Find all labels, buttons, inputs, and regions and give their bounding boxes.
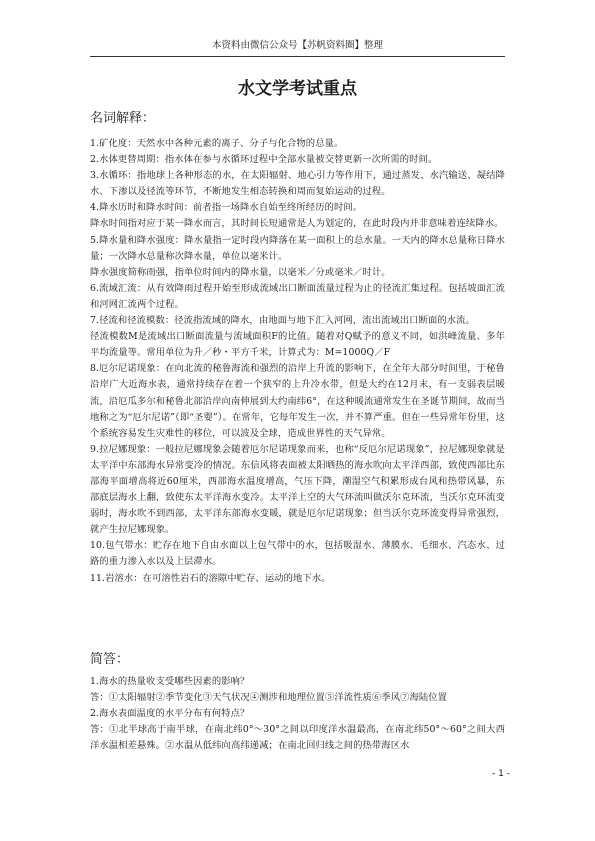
qa-question: 1.海水的热量收支受哪些因素的影响？: [90, 676, 250, 687]
header-divider: [90, 56, 505, 57]
term-item: 径流模数M是流域出口断面流量与流域面积F的比值。随着对Q赋予的意义不同，如洪峰流量、多年平均流量等。常用单位为升／秒・平方千米，计算式为：M=1000Q／F: [90, 331, 505, 359]
qa-answer: 答：①北半球高于南半球，在南北纬0°～30°之间以印度洋水温最高，在南北纬50°～60°之间大西洋水温相差悬殊。②水温从低纬向高纬递减；在南北回归线之间的热带海区水: [90, 724, 505, 752]
term-item: 10.包气带水：贮存在地下自由水面以上包气带中的水，包括吸湿水、薄膜水、毛细水、汽态水、过路的重力渗入水以及上层滞水。: [90, 540, 505, 568]
term-item: 4.降水历时和降水时间：前者指一场降水自始至终所经历的时间。: [90, 202, 363, 214]
page-title: 水文学考试重点: [238, 79, 357, 99]
term-item: 2.水体更替周期：指水体在参与水循环过程中全部水量被交替更新一次所需的时间。: [90, 154, 438, 166]
document-header: 本资料由微信公众号【苏帆资料圈】整理: [211, 40, 383, 51]
qa-answer: 答：①太阳辐射②季节变化③天气状况④测涉和地理位置⑤洋流性质⑥季风⑦海陆位置: [90, 692, 448, 704]
terms-heading: 名词解释：: [90, 111, 156, 126]
term-item: 6.流域汇流：从有效降雨过程开始至形成流域出口断面流量过程为止的径流汇集过程。包括坡面汇流和河网汇流两个过程。: [90, 282, 505, 310]
term-item: 7.径流和径流模数：径流指流域的降水，由地面与地下汇入河网，流出流域出口断面的水流。: [90, 315, 475, 327]
term-item: 9.拉尼娜现象：一般拉尼娜现象会随着厄尔尼诺现象而来，也称“反厄尔尼诺现象”，拉尼娜现象就是太平洋中东部海水异常变冷的情况。东信风将表面被太阳晒热的海水吹向太平洋西部，致使西部比东部海平面增高将近60厘米，西部海水温度增高，气压下降，潮湿空气积累形成台风和热带风暴，东部底层海水上翻，致使东太平洋海水变冷。太平洋上空的大气环流叫做沃尔克环流，当沃尔克环流变弱时，海水吹不到西部，太平洋东部海水变暖，就是厄尔尼诺现象；但当沃尔克环流变得异常强烈，就产生拉尼娜现象。: [90, 443, 505, 536]
term-item: 11.岩溶水：在可溶性岩石的溶隙中贮存、运动的地下水。: [90, 572, 331, 584]
term-item: 5.降水量和降水强度：降水量指一定时段内降落在某一面积上的总水量。一天内的降水总量称日降水量；一次降水总量称次降水量，单位以毫米计。: [90, 234, 505, 262]
qa-list: [90, 674, 505, 754]
term-item: 降水强度简称雨强，指单位时间内的降水量，以毫米／分或毫米／时计。: [90, 266, 391, 278]
term-item: 降水时间指对应于某一降水而言，其时间长短通常是人为划定的，在此时段内并非意味着连续降水。: [90, 218, 504, 230]
term-item: 3.水循环：指地球上各种形态的水，在太阳辐射、地心引力等作用下，通过蒸发、水汽输送、凝结降水、下渗以及径流等环节，不断地发生相态转换和周而复始运动的过程。: [90, 170, 505, 198]
page-number: - 1 -: [492, 769, 510, 779]
term-item: 8.厄尔尼诺现象：在向北流的秘鲁海流和强烈的沿岸上升流的影响下，在全年大部分时间里，于秘鲁沿岸广大近海水表，通常持续存在着一个狭窄的上升冷水带，但是大约在12月末，有一支弱表层暖流，沿厄瓜多尔和秘鲁北部沿岸向南伸展到大约南纬6°，在这种暖流通常发生在圣诞节期间，故而当地称之为“厄尔尼诺”（即“圣婴”）。在常年，它每年发生一次，并不算严重。但在一些异常年份里，这个系统容易发生灾难性的移位，可以波及全球，造成世界性的天气异常。: [90, 363, 505, 439]
qa-question: 2.海水表面温度的水平分布有何特点？: [90, 708, 250, 720]
terms-list: [90, 136, 505, 587]
term-item: 1.矿化度：天然水中各种元素的离子、分子与化合物的总量。: [90, 138, 344, 149]
qa-heading: 简答：: [90, 652, 130, 667]
